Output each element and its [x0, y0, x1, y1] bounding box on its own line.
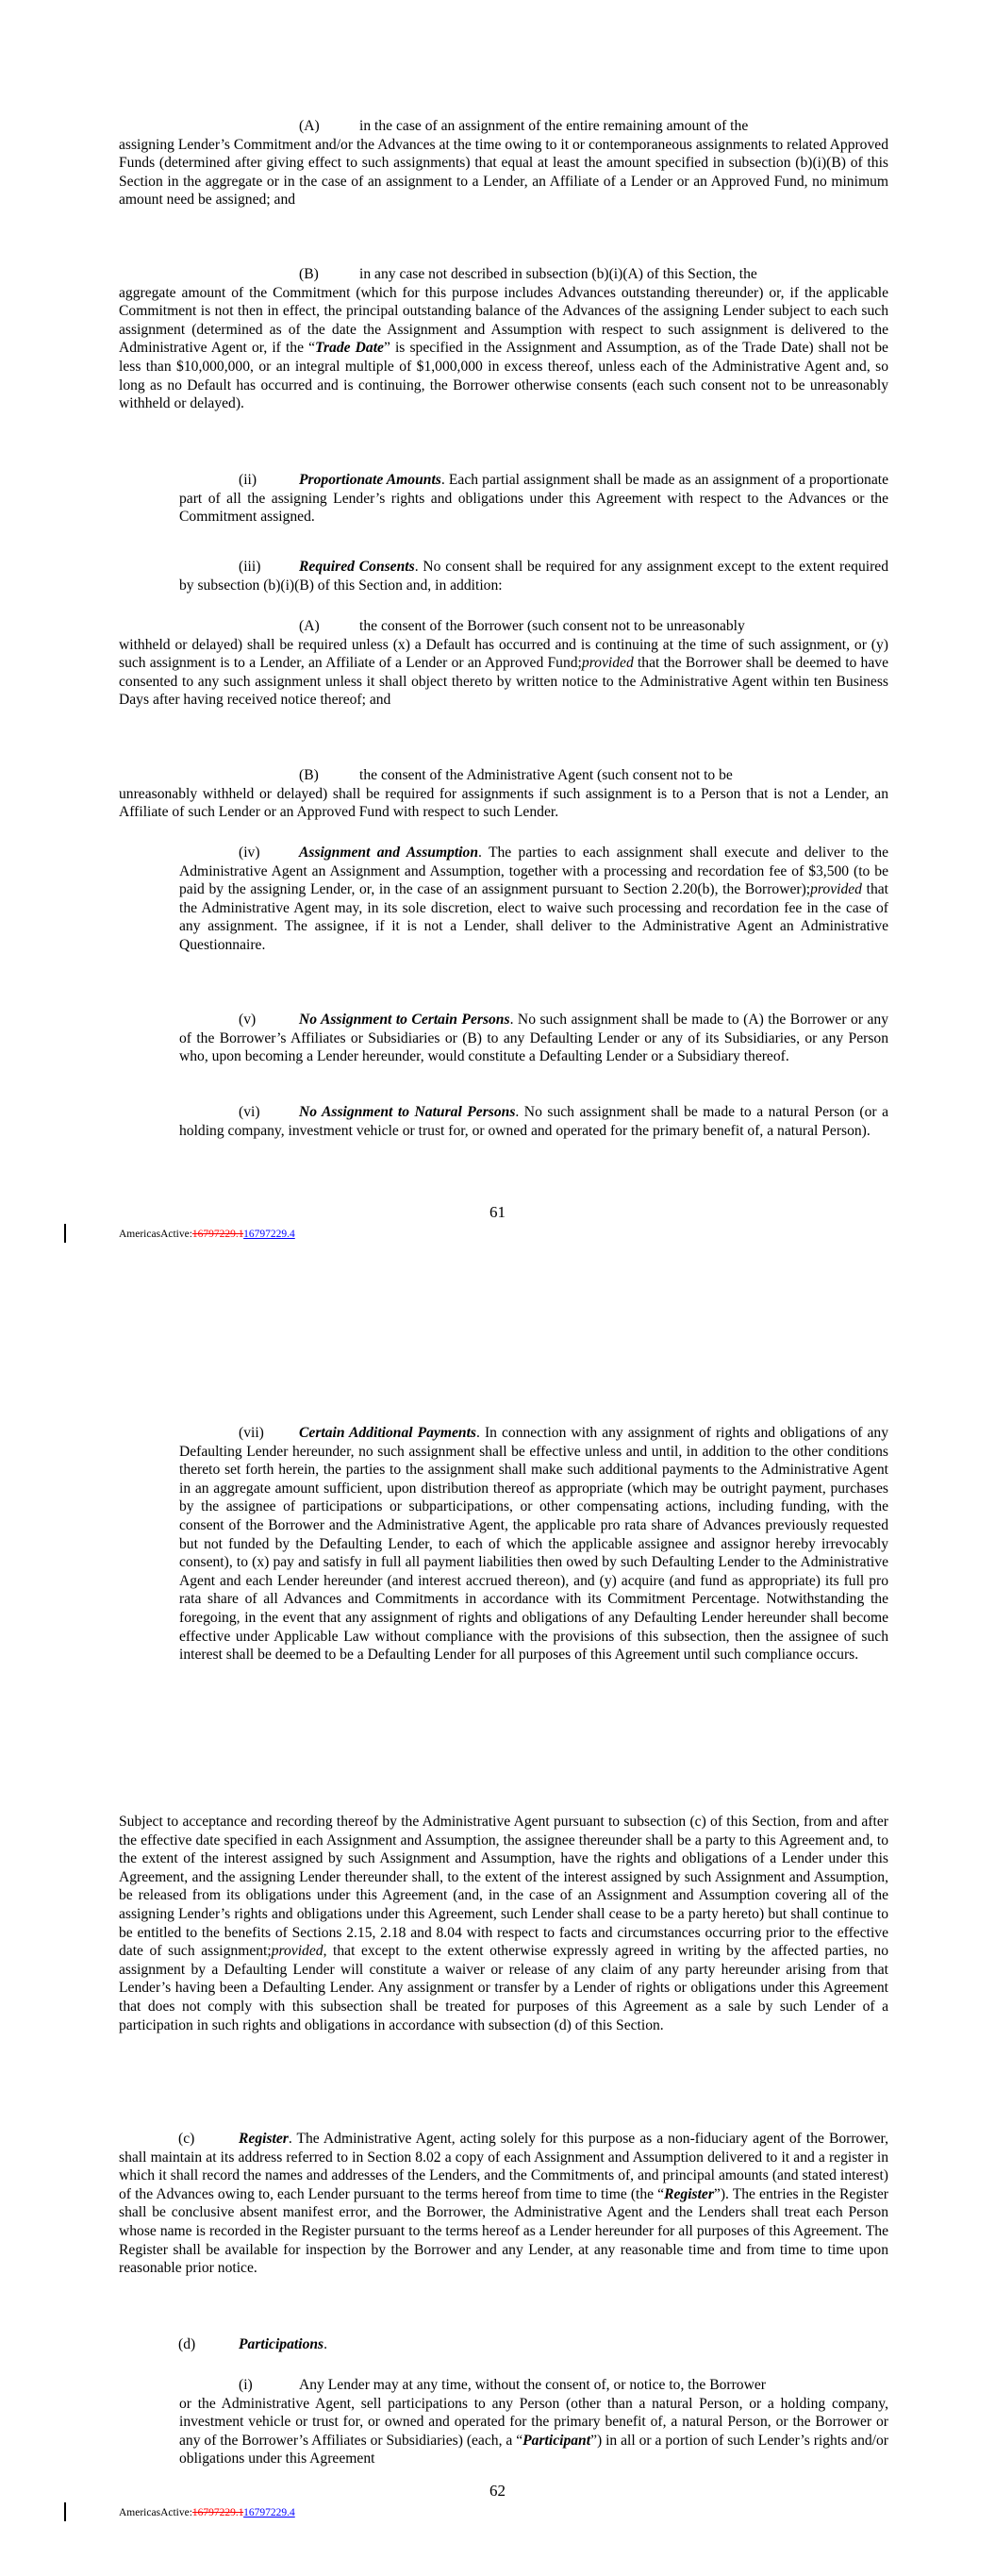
section-heading: Certain Additional Payments: [299, 1425, 476, 1441]
paragraph-label: (d): [178, 2336, 196, 2352]
paragraph-label: (vii): [239, 1425, 264, 1441]
document-footer: AmericasActive:16797229.116797229.4: [119, 2507, 295, 2518]
paragraph-label: (i): [239, 2377, 253, 2393]
paragraph-c-register: (c) Register. The Administrative Agent, acting solely for this purpose as a non-fiduciary agent of the Borrower, shall maintain at its address referred to in Section 8.02 a copy of each Assignment and Assumption delivered to it and a register in which it shall record the names and addresses of the Lenders, and the Commitments of, and principal amounts (and stated interest) of the Advances owing to, each Lender pursuant to the terms hereof from time to time (the “Register”). The entries in the Register shall be conclusive absent manifest error, and the Borrower, the Administrative Agent and the Lenders shall treat each Person whose name is recorded in the Register pursuant to the terms hereof as a Lender hereunder for all purposes of this Agreement. The Register shall be available for inspection by the Borrower and any Lender, at any reasonable time and from time to time upon reasonable prior notice.: [119, 2131, 888, 2277]
paragraph-b-i-b: (B) in any case not described in subsection (b)(i)(A) of this Section, the aggregate amount of the Commitment (which for this purpose includes Advances outstanding thereunder) or, if the applicable Commitment is not then in effect, the principal outstanding balance of the Advances of the assigning Lender subject to each such assignment (determined as of the date the Assignment and Assumption with respect to such assignment is delivered to the Administrative Agent or, if the “Trade Date” is specified in the Assignment and Assumption, as of the Trade Date) shall not be less than $10,000,000, or an integral multiple of $1,000,000 in excess thereof, unless each of the Administrative Agent and, so long as no Default has occurred and is continuing, the Borrower otherwise consents (each such consent not to be unreasonably withheld or delayed).: [119, 266, 888, 412]
page-number: 61: [489, 1203, 506, 1221]
paragraph-label: (B): [299, 767, 319, 783]
defined-term-trade-date: Trade Date: [315, 340, 384, 357]
paragraph-b-i-a: (A) in the case of an assignment of the entire remaining amount of the assigning Lender’s Commitment and/or the Advances at the time owing to it or contemporaneous assignments to related Approved Funds (determined after giving effect to such assignments) that equal at least the amount specified in subsection (b)(i)(B) of this Section in the aggregate or in the case of an assignment to a Lender, an Affiliate of a Lender or an Approved Fund, no minimum amount need be assigned; and: [119, 118, 888, 209]
paragraph-b-iv: (iv) Assignment and Assumption. The parties to each assignment shall execute and deliver to the Administrative Agent an Assignment and Assumption, together with a processing and recordation fee of $3,500 (to be paid by the assigning Lender, or, in the case of an assignment pursuant to Section 2.20(b), the Borrower);provided that the Administrative Agent may, in its sole discretion, elect to waive such processing and recordation fee in the case of any assignment. The assignee, if it is not a Lender, shall deliver to the Administrative Agent an Administrative Questionnaire.: [179, 845, 888, 953]
paragraph-b-ii: (ii) Proportionate Amounts. Each partial assignment shall be made as an assignment of a proportionate part of all the assigning Lender’s rights and obligations under this Agreement with respect to the Advances or the Commitment assigned.: [179, 472, 888, 526]
proviso-term: provided: [271, 1943, 323, 1960]
paragraph-b-iii-a: (A) the consent of the Borrower (such consent not to be unreasonably withheld or delayed) shall be required unless (x) a Default has occurred and is continuing at the time of such assignment, or (y) such assignment is to a Lender, an Affiliate of a Lender or an Approved Fund;provided that the Borrower shall be deemed to have consented to any such assignment unless it shall object thereto by written notice to the Administrative Agent within ten Business Days after having received notice thereof; and: [119, 618, 888, 709]
paragraph-label: (B): [299, 266, 319, 282]
paragraph-subject-to: Subject to acceptance and recording thereof by the Administrative Agent pursuant to subsection (c) of this Section, from and after the effective date specified in each Assignment and Assumption, the assignee thereunder shall be a party to this Agreement and, to the extent of the interest assigned by such Assignment and Assumption, have the rights and obligations of a Lender under this Agreement, and the assigning Lender thereunder shall, to the extent of the interest assigned by such Assignment and Assumption, be released from its obligations under this Agreement (and, in the case of an Assignment and Assumption covering all of the assigning Lender’s rights and obligations under this Agreement, such Lender shall cease to be a party hereto) but shall continue to be entitled to the benefits of Sections 2.15, 2.18 and 8.04 with respect to facts and circumstances occurring prior to the effective date of such assignment;provided, that except to the extent otherwise expressly agreed in writing by the affected parties, no assignment by a Defaulting Lender will constitute a waiver or release of any claim of any party hereunder arising from that Lender’s having been a Defaulting Lender. Any assignment or transfer by a Lender of rights or obligations under this Agreement that does not comply with this subsection shall be treated for purposes of this Agreement as a sale by such Lender of a participation in such rights and obligations in accordance with subsection (d) of this Section.: [119, 1814, 889, 2033]
change-bar: [64, 2502, 66, 2521]
section-heading: Assignment and Assumption: [299, 845, 479, 861]
section-heading: No Assignment to Natural Persons: [299, 1104, 516, 1120]
paragraph-label: (ii): [239, 472, 257, 488]
inserted-version: 16797229.4: [243, 2507, 295, 2518]
inserted-version: 16797229.4: [243, 1229, 295, 1240]
paragraph-label: (c): [178, 2131, 195, 2147]
deleted-version: 16797229.1: [191, 1229, 244, 1240]
document-footer: AmericasActive:16797229.116797229.4: [119, 1229, 295, 1240]
document-page-62: [0, 1279, 995, 2576]
section-heading: Participations: [239, 2336, 324, 2352]
deleted-version: 16797229.1: [191, 2507, 244, 2518]
section-heading: Register: [239, 2131, 289, 2147]
paragraph-d-i: (i) Any Lender may at any time, without the consent of, or notice to, the Borrower or the Administrative Agent, sell participations to any Person (other than a natural Person, or a holding company, investment vehicle or trust for, or owned and operated for the primary benefit of, a natural Person, or the Borrower or any of the Borrower’s Affiliates or Subsidiaries) (each, a “Participant”) in all or a portion of such Lender’s rights and/or obligations under this Agreement: [179, 2377, 889, 2467]
defined-term-participant: Participant: [522, 2432, 591, 2449]
paragraph-label: (A): [299, 618, 320, 634]
paragraph-b-vii: (vii) Certain Additional Payments. In connection with any assignment of rights and obligations of any Defaulting Lender hereunder, no such assignment shall be effective unless and until, in addition to the other conditions thereto set forth herein, the parties to the assignment shall make such additional payments to the Administrative Agent in an aggregate amount sufficient, upon distribution thereof as appropriate (which may be outright payment, purchases by the assignee of participations or subparticipations, or other compensating actions, including funding, with the consent of the Borrower and the Administrative Agent, the applicable pro rata share of Advances previously requested but not funded by the Defaulting Lender, to each of which the applicable assignee and assignor hereby irrevocably consent), to (x) pay and satisfy in full all payment liabilities then owed by such Defaulting Lender to the Administrative Agent and each Lender hereunder (and interest accrued thereon), and (y) acquire (and fund as appropriate) its full pro rata share of all Advances and Commitments in accordance with its Commitment Percentage. Notwithstanding the foregoing, in the event that any assignment of rights and obligations of any Defaulting Lender hereunder shall become effective under Applicable Law without compliance with the provisions of this subsection, then the assignee of such interest shall be deemed to be a Defaulting Lender for all purposes of this Agreement until such compliance occurs.: [179, 1425, 889, 1664]
page-number: 62: [489, 2482, 506, 2500]
defined-term-register: Register: [664, 2185, 714, 2202]
section-heading: No Assignment to Certain Persons: [299, 1012, 510, 1028]
paragraph-d-participations: (d) Participations.: [178, 2336, 328, 2352]
paragraph-label: (vi): [239, 1104, 260, 1120]
proviso-term: provided: [810, 881, 862, 898]
paragraph-b-iii: (iii) Required Consents. No consent shall be required for any assignment except to the extent required by subsection (b)(i)(B) of this Section and, in addition:: [179, 559, 888, 594]
paragraph-b-vi: (vi) No Assignment to Natural Persons. No such assignment shall be made to a natural Person (or a holding company, investment vehicle or trust for, or owned and operated for the primary benefit of, a natural Person).: [179, 1104, 888, 1139]
paragraph-b-iii-b: (B) the consent of the Administrative Agent (such consent not to be unreasonably withheld or delayed) shall be required for assignments if such assignment is to a Person that is not a Lender, an Affiliate of such Lender or an Approved Fund with respect to such Lender.: [119, 767, 888, 821]
proviso-term: provided: [581, 655, 634, 672]
paragraph-label: (A): [299, 118, 320, 134]
paragraph-b-v: (v) No Assignment to Certain Persons. No such assignment shall be made to (A) the Borrower or any of the Borrower’s Affiliates or Subsidiaries or (B) to any Defaulting Lender or any of its Subsidiaries, or any Person who, upon becoming a Lender hereunder, would constitute a Defaulting Lender or a Subsidiary thereof.: [179, 1012, 888, 1065]
paragraph-label: (v): [239, 1012, 257, 1028]
document-page-61: [0, 0, 995, 1279]
section-heading: Proportionate Amounts: [299, 472, 441, 488]
paragraph-label: (iii): [239, 559, 261, 575]
paragraph-label: (iv): [239, 845, 260, 861]
change-bar: [64, 1224, 66, 1243]
section-heading: Required Consents: [299, 559, 415, 575]
